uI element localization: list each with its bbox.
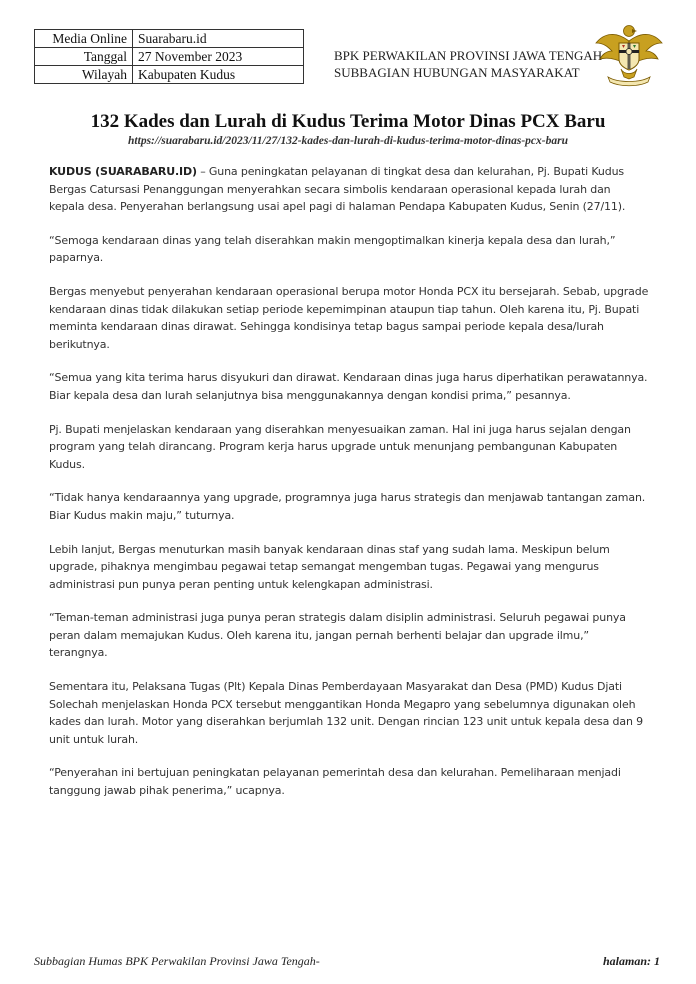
article-paragraph: Sementara itu, Pelaksana Tugas (Plt) Kepala Dinas Pemberdayaan Masyarakat dan Desa (PMD) Kudus Djati Solechah menjelaskan Honda PCX tersebut menggantikan Honda Megapro yang sebelumnya digunakan oleh kades dan lurah. Motor yang diserahkan berjumlah 132 unit. Dengan rincian 123 unit untuk kepala desa dan 9 unit untuk lurah. — [49, 680, 643, 746]
article-paragraph — [49, 163, 649, 216]
article-paragraph: “Tidak hanya kendaraannya yang upgrade, programnya juga harus strategis dan menjawab tantangan zaman. Biar Kudus makin maju,” tuturnya. — [49, 491, 646, 522]
page-number: halaman: 1 — [602, 954, 660, 968]
meta-key: Tanggal — [35, 48, 133, 66]
footer-org: Subbagian Humas BPK Perwakilan Provinsi Jawa Tengah- — [34, 954, 320, 968]
article-paragraph: Bergas menyebut penyerahan kendaraan operasional berupa motor Honda PCX itu bersejarah. Sebab, upgrade kendaraan dinas tidak dilakukan setiap periode kepemimpinan ataupun tiap tahun. Oleh karena itu, Pj. Bupati meminta kendaraan dinas dirawat. Sehingga kondisinya tetap bagus sampai periode kepala desa/lurah berikutnya. — [49, 284, 649, 351]
garuda-emblem-icon — [594, 21, 664, 87]
article-paragraph: Pj. Bupati menjelaskan kendaraan yang diserahkan menyesuaikan zaman. Hal ini juga harus sejalan dengan program yang telah dirancang. Program kerja harus upgrade untuk menunjang pembangunan Kabupaten Kudus. — [49, 422, 631, 471]
org-name: BPK PERWAKILAN PROVINSI JAWA TENGAH — [334, 48, 603, 63]
article-url: https://suarabaru.id/2023/11/27/132-kades-dan-lurah-di-kudus-terima-motor-dinas-pcx-baru — [128, 135, 568, 147]
article-paragraph: “Semoga kendaraan dinas yang telah diserahkan makin mengoptimalkan kinerja kepala desa dan lurah,” paparnya. — [49, 233, 616, 265]
media-info-table — [34, 29, 304, 84]
meta-row-date — [35, 48, 304, 66]
org-subdivision: SUBBAGIAN HUBUNGAN MASYARAKAT — [334, 65, 580, 80]
meta-value: Suarabaru.id — [133, 30, 304, 48]
article-title: 132 Kades dan Lurah di Kudus Terima Motor Dinas PCX Baru — [90, 111, 606, 132]
article-dateline: KUDUS (SUARABARU.ID) — [49, 165, 197, 178]
article-body — [49, 163, 649, 816]
article-paragraph: “Penyerahan ini bertujuan peningkatan pelayanan pemerintah desa dan kelurahan. Pemeliharaan menjadi tanggung jawab pihak penerima,” ucapnya. — [49, 766, 621, 798]
meta-key: Wilayah — [35, 66, 133, 84]
meta-row-media — [35, 30, 304, 48]
meta-value: Kabupaten Kudus — [133, 66, 304, 84]
article-paragraph: “Teman-teman administrasi juga punya peran strategis dalam disiplin administrasi. Seluruh pegawai punya peran dalam memajukan Kudus. Oleh karena itu, jangan pernah berhenti belajar dan upgrade ilmu,” terangnya. — [49, 611, 626, 660]
article-paragraph: “Semua yang kita terima harus disyukuri dan dirawat. Kendaraan dinas juga harus diperhatikan perawatannya. Biar kepala desa dan lurah selanjutnya bisa menggunakannya dengan kondisi prima,” pesannya. — [49, 371, 648, 402]
meta-row-region — [35, 66, 304, 84]
paragraph-text: – Guna peningkatan pelayanan di tingkat desa dan kelurahan, Pj. Bupati Kudus Bergas Catursasi Penanggungan menyerahkan secara simbolis kendaraan operasional kepada lurah dan kepala desa. Penyerahan berlangsung usai apel pagi di halaman Pendapa Kabupaten Kudus, Senin (27/11). — [49, 165, 626, 214]
org-header — [334, 47, 602, 81]
meta-value: 27 November 2023 — [133, 48, 304, 66]
meta-key: Media Online — [35, 30, 133, 48]
article-paragraph: Lebih lanjut, Bergas menuturkan masih banyak kendaraan dinas staf yang sudah lama. Meskipun belum upgrade, pihaknya mengimbau pegawai tetap semangat mengemban tugas. Pegawai yang mengurus administrasi pun punya peran penting untuk kelengkapan administrasi. — [49, 542, 610, 591]
